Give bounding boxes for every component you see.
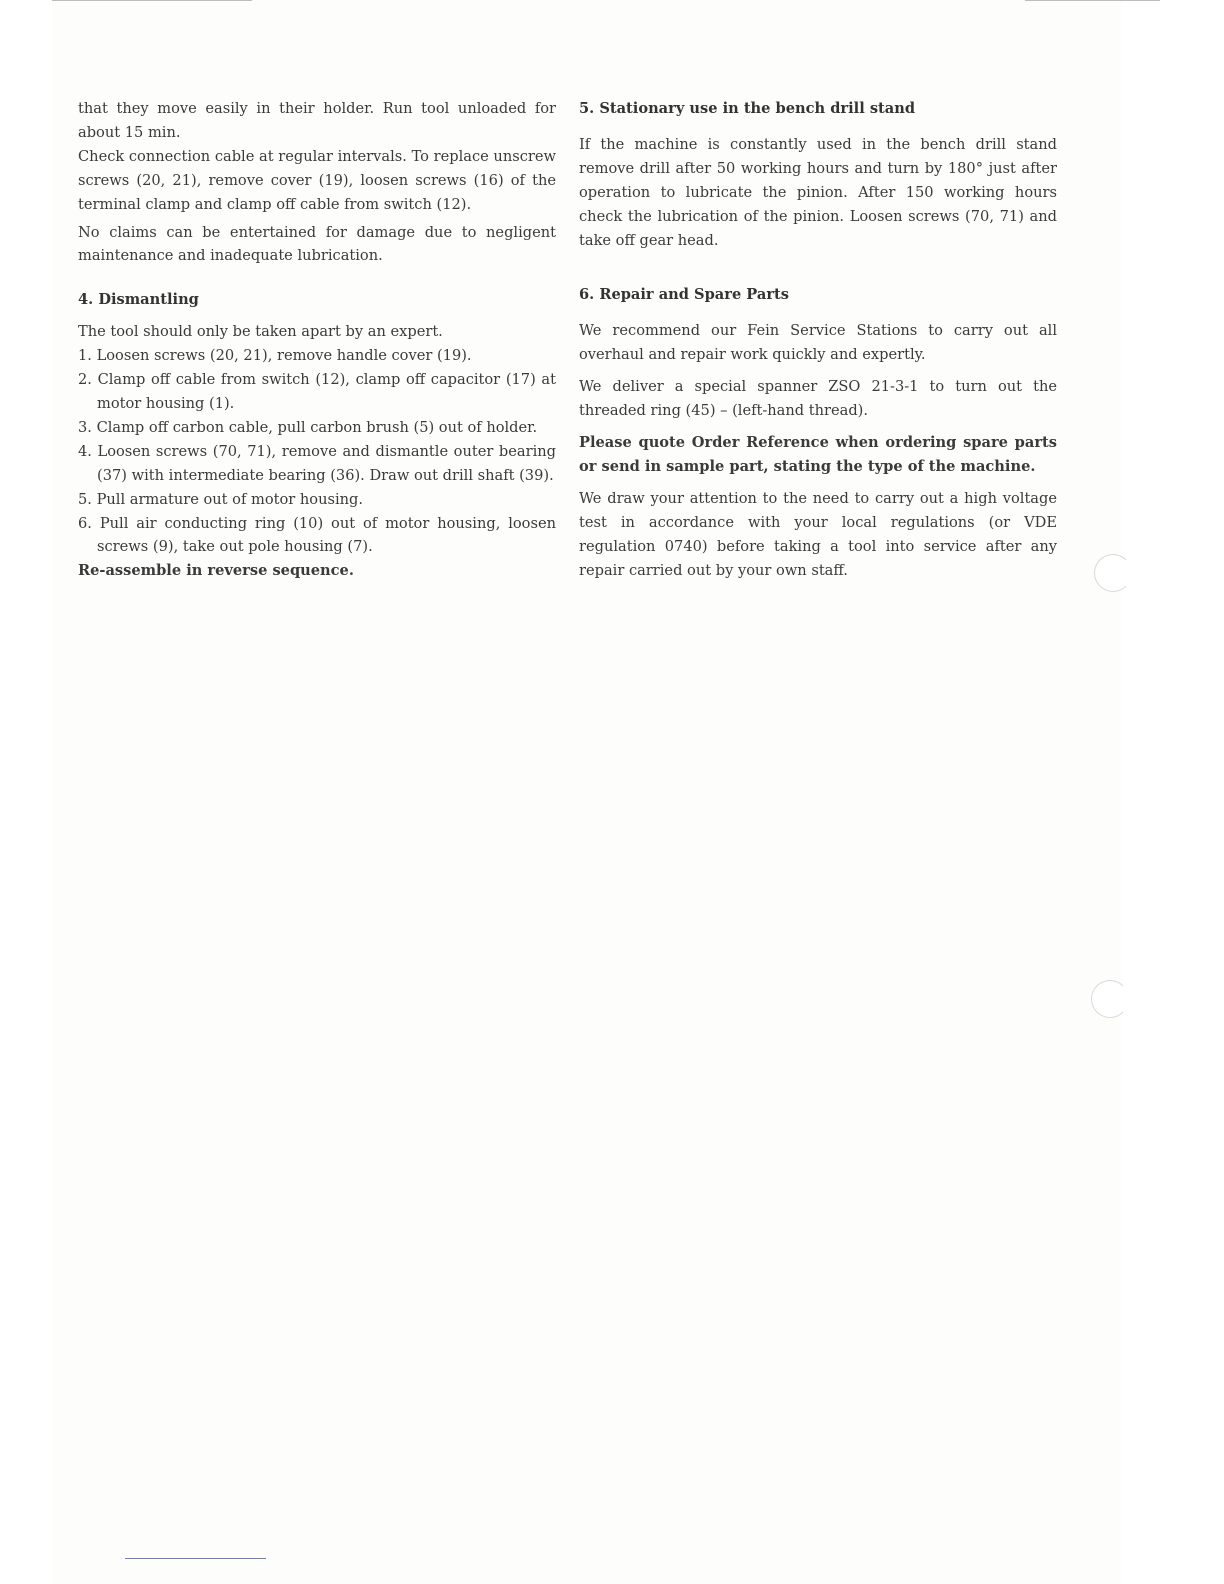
section-heading-dismantling: 4. Dismantling xyxy=(78,291,199,309)
paragraph: We recommend our Fein Service Stations to carry out all overhaul and repair work quickly and expertly. xyxy=(579,322,1057,364)
top-edge-line-right xyxy=(1025,0,1160,1)
list-item: 4. Loosen screws (70, 71), remove and dismantle outer bearing (37) with intermediate bearing (36). Draw out drill shaft (39). xyxy=(78,442,556,484)
section-heading-stationary-use: 5. Stationary use in the bench drill stand xyxy=(579,100,916,117)
order-reference-note: Please quote Order Reference when ordering spare parts or send in sample part, stating the type of the machine. xyxy=(579,433,1057,475)
punch-hole xyxy=(1091,980,1129,1018)
paragraph: We draw your attention to the need to carry out a high voltage test in accordance with your local regulations (or VDE regulation 0740) before taking a tool into service after any repair carried out by your own staff. xyxy=(579,489,1057,579)
paragraph: We deliver a special spanner ZSO 21-3-1 to turn out the threaded ring (45) – (left-hand thread). xyxy=(579,378,1057,420)
right-column xyxy=(579,97,1057,582)
footer-rule xyxy=(125,1558,266,1559)
dismantling-steps xyxy=(78,344,556,559)
list-item: 1. Loosen screws (20, 21), remove handle cover (19). xyxy=(78,347,472,365)
section-heading-repair: 6. Repair and Spare Parts xyxy=(579,286,789,304)
paragraph: No claims can be entertained for damage due to negligent maintenance and inadequate lubrication. xyxy=(78,223,556,265)
paragraph: The tool should only be taken apart by an expert. xyxy=(78,323,443,341)
list-item: 6. Pull air conducting ring (10) out of motor housing, loosen screws (9), take out pole housing (7). xyxy=(78,514,556,556)
top-edge-line xyxy=(52,0,252,1)
paragraph: that they move easily in their holder. Run tool unloaded for about 15 min. xyxy=(78,100,556,141)
list-item: 5. Pull armature out of motor housing. xyxy=(78,490,364,508)
paragraph: Check connection cable at regular intervals. To replace unscrew screws (20, 21), remove cover (19), loosen screws (16) of the terminal clamp and clamp off cable from switch (12). xyxy=(78,147,556,213)
list-item: 3. Clamp off carbon cable, pull carbon brush (5) out of holder. xyxy=(78,418,538,436)
list-item: 2. Clamp off cable from switch (12), clamp off capacitor (17) at motor housing (1). xyxy=(78,371,556,412)
left-column xyxy=(78,97,556,583)
punch-hole xyxy=(1094,554,1132,592)
paragraph: If the machine is constantly used in the bench drill stand remove drill after 50 working hours and turn by 180° just after operation to lubricate the pinion. After 150 working hours check the lubrication of the pinion. Loosen screws (70, 71) and take off gear head. xyxy=(579,135,1057,249)
reassemble-note: Re-assemble in reverse sequence. xyxy=(78,562,354,580)
